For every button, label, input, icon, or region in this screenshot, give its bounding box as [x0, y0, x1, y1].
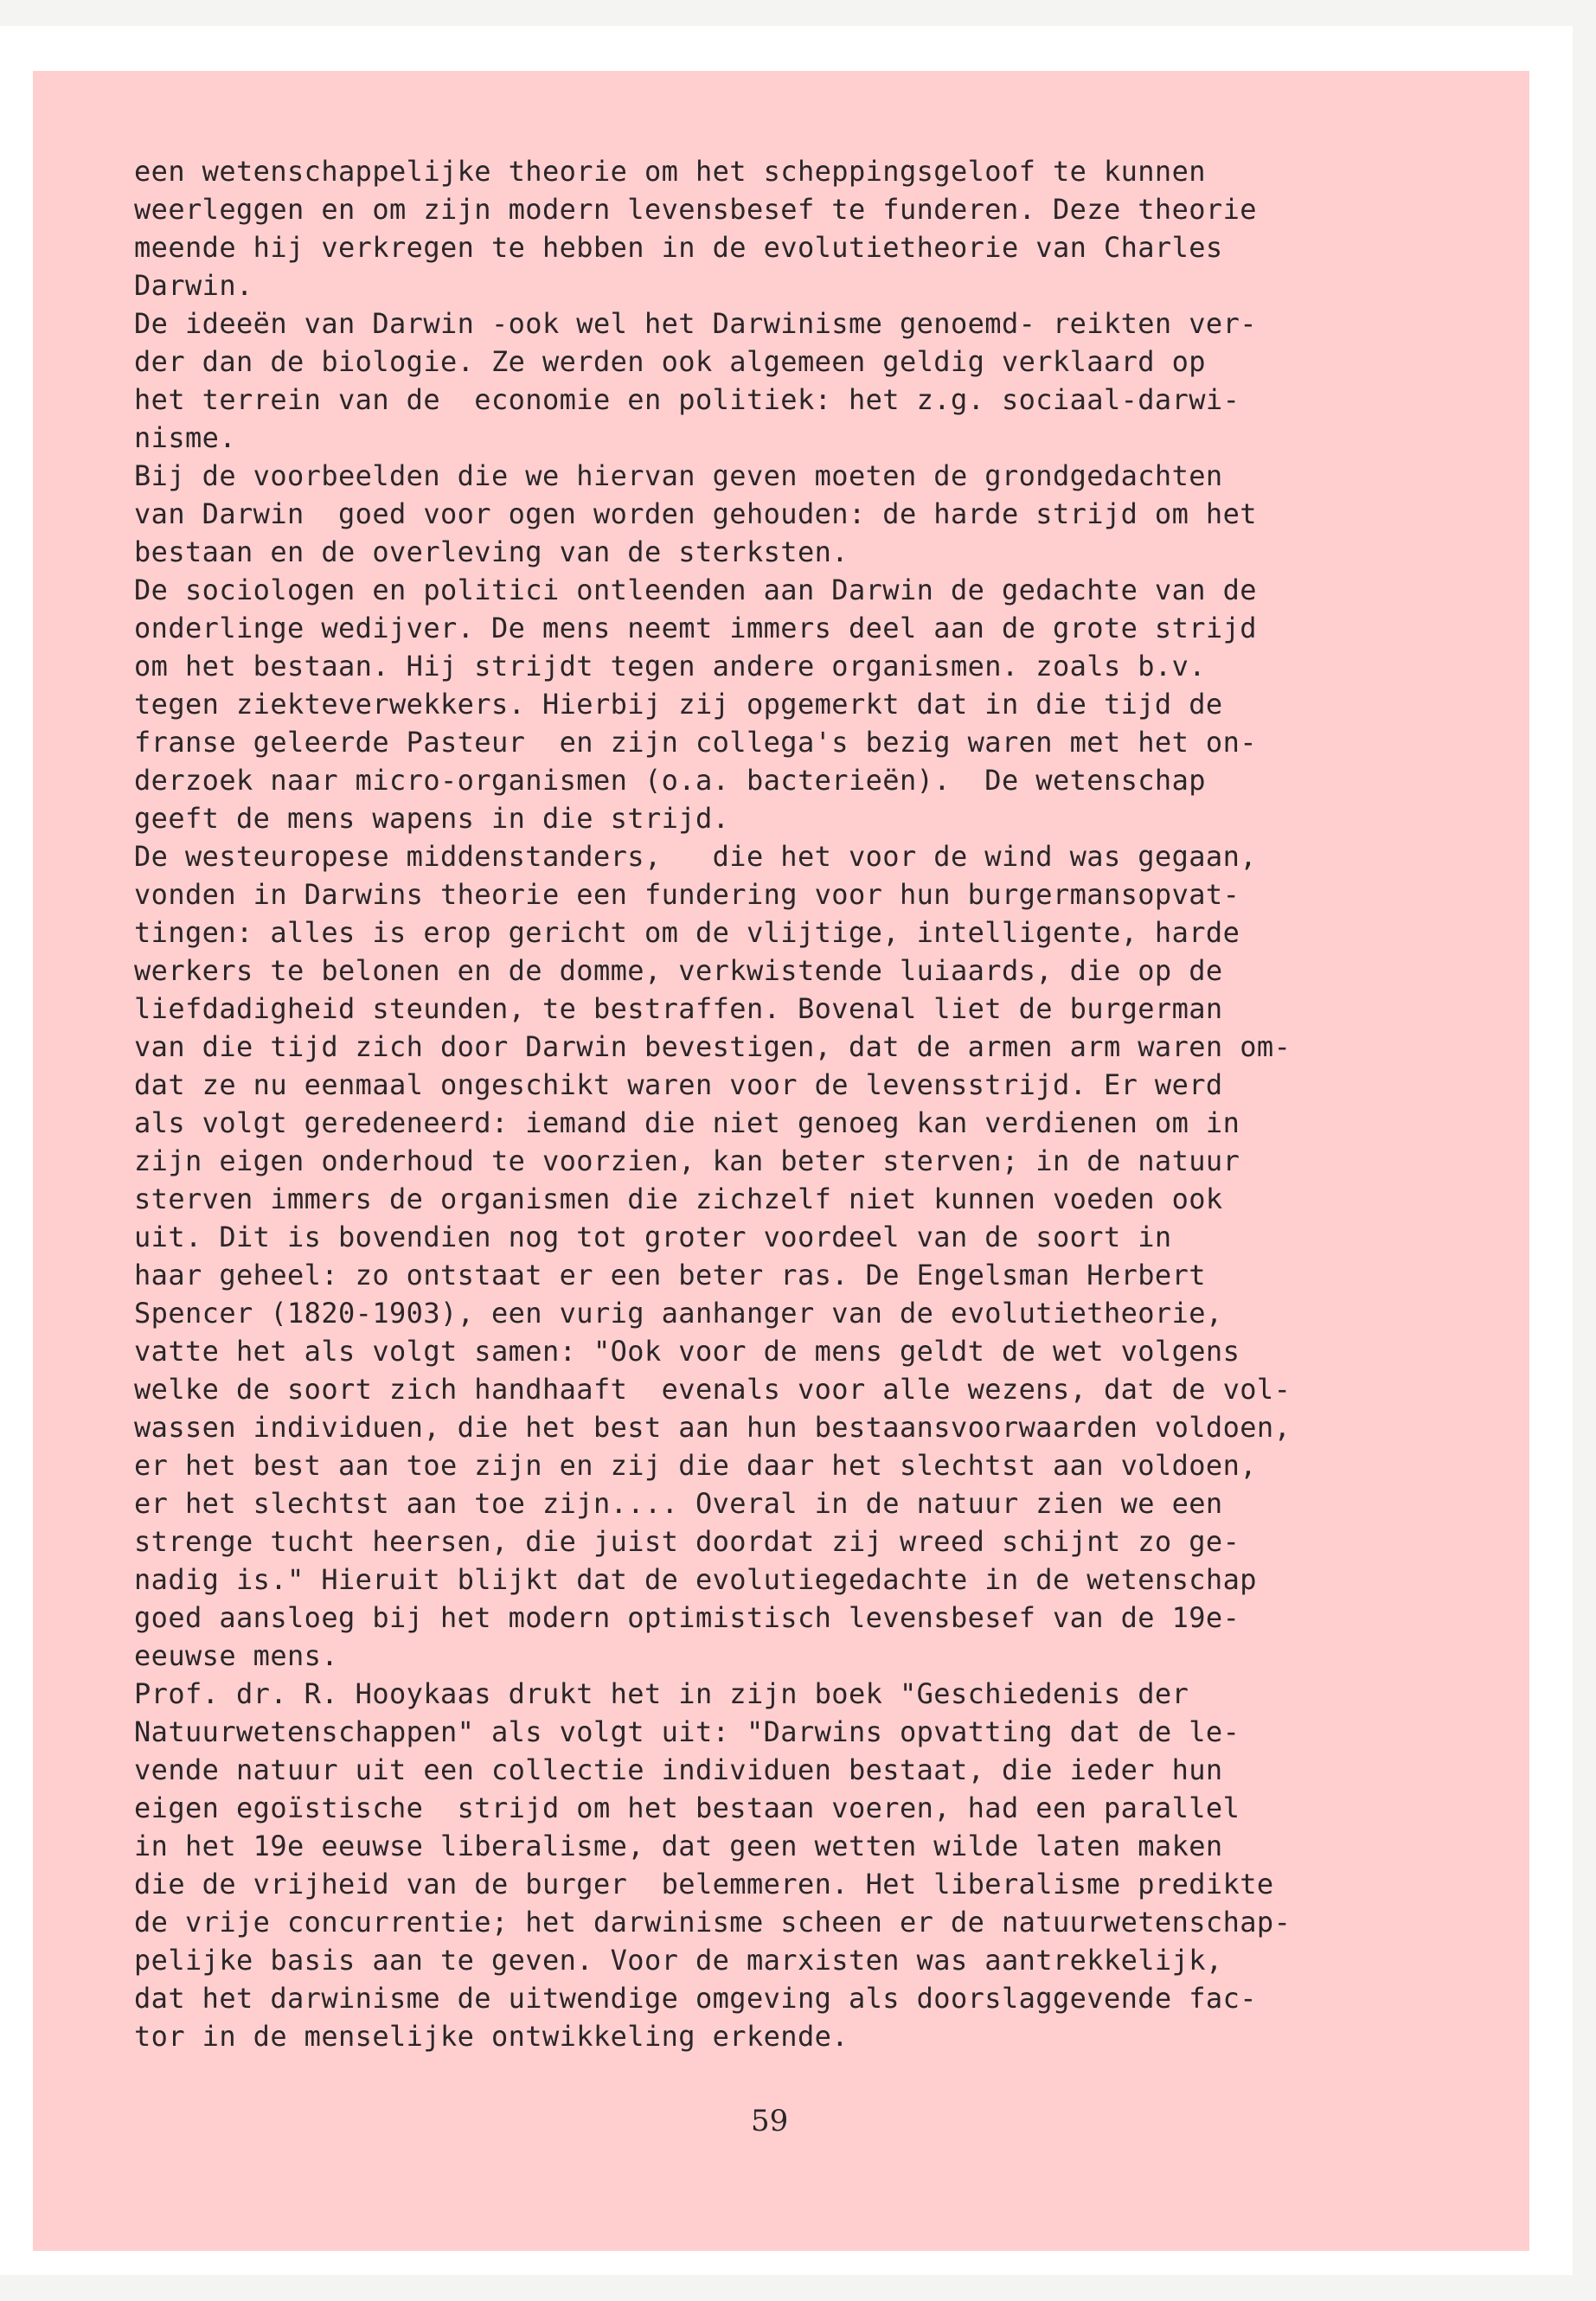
- text-line: tor in de menselijke ontwikkeling erkende.: [134, 2020, 849, 2053]
- text-line: De sociologen en politici ontleenden aan Darwin de gedachte van de: [134, 574, 1257, 606]
- text-line: er het best aan toe zijn en zij die daar het slechtst aan voldoen,: [134, 1449, 1257, 1482]
- page-number: 59: [751, 2104, 789, 2138]
- text-line: der dan de biologie. Ze werden ook algemeen geldig verklaard op: [134, 345, 1206, 378]
- text-line: tingen: alles is erop gericht om de vlijtige, intelligente, harde: [134, 916, 1240, 949]
- text-line: Natuurwetenschappen" als volgt uit: "Darwins opvatting dat de le-: [134, 1715, 1240, 1748]
- text-line: wassen individuen, die het best aan hun bestaansvoorwaarden voldoen,: [134, 1411, 1292, 1444]
- text-line: strenge tucht heersen, die juist doordat zij wreed schijnt zo ge-: [134, 1525, 1240, 1558]
- text-line: dat ze nu eenmaal ongeschikt waren voor de levensstrijd. Er werd: [134, 1068, 1223, 1101]
- text-line: liefdadigheid steunden, te bestraffen. Bovenal liet de burgerman: [134, 992, 1223, 1025]
- text-line: sterven immers de organismen die zichzelf niet kunnen voeden ook: [134, 1183, 1223, 1215]
- text-line: vende natuur uit een collectie individuen bestaat, die ieder hun: [134, 1753, 1223, 1786]
- text-line: van Darwin goed voor ogen worden gehouden: de harde strijd om het: [134, 497, 1257, 530]
- text-line: geeft de mens wapens in die strijd.: [134, 802, 730, 835]
- text-line: weerleggen en om zijn modern levensbesef te funderen. Deze theorie: [134, 193, 1257, 226]
- text-line: derzoek naar micro-organismen (o.a. bacterieën). De wetenschap: [134, 764, 1206, 797]
- text-line: om het bestaan. Hij strijdt tegen andere organismen. zoals b.v.: [134, 650, 1206, 683]
- text-line: er het slechtst aan toe zijn.... Overal in de natuur zien we een: [134, 1487, 1223, 1520]
- text-line: vatte het als volgt samen: "Ook voor de mens geldt de wet volgens: [134, 1335, 1240, 1368]
- text-line: pelijke basis aan te geven. Voor de marxisten was aantrekkelijk,: [134, 1944, 1223, 1977]
- text-line: het terrein van de economie en politiek: het z.g. sociaal-darwi-: [134, 383, 1240, 416]
- text-line: welke de soort zich handhaaft evenals voor alle wezens, dat de vol-: [134, 1373, 1292, 1406]
- text-line: in het 19e eeuwse liberalisme, dat geen wetten wilde laten maken: [134, 1830, 1223, 1862]
- text-line: eigen egoïstische strijd om het bestaan voeren, had een parallel: [134, 1791, 1240, 1824]
- text-line: Prof. dr. R. Hooykaas drukt het in zijn boek "Geschiedenis der: [134, 1677, 1189, 1710]
- text-line: haar geheel: zo ontstaat er een beter ras. De Engelsman Herbert: [134, 1259, 1206, 1292]
- text-line: zijn eigen onderhoud te voorzien, kan beter sterven; in de natuur: [134, 1144, 1240, 1177]
- text-line: tegen ziekteverwekkers. Hierbij zij opgemerkt dat in die tijd de: [134, 688, 1223, 721]
- text-line: De ideeën van Darwin -ook wel het Darwinisme genoemd- reikten ver-: [134, 307, 1257, 340]
- text-line: onderlinge wedijver. De mens neemt immers deel aan de grote strijd: [134, 612, 1257, 644]
- text-line: meende hij verkregen te hebben in de evolutietheorie van Charles: [134, 231, 1223, 264]
- text-line: vonden in Darwins theorie een fundering voor hun burgermansopvat-: [134, 878, 1240, 911]
- text-line: de vrije concurrentie; het darwinisme scheen er de natuurwetenschap-: [134, 1906, 1292, 1939]
- text-line: Spencer (1820-1903), een vurig aanhanger van de evolutietheorie,: [134, 1297, 1223, 1330]
- text-line: als volgt geredeneerd: iemand die niet genoeg kan verdienen om in: [134, 1106, 1240, 1139]
- text-line: goed aansloeg bij het modern optimistisch levensbesef van de 19e-: [134, 1601, 1240, 1634]
- text-line: Darwin.: [134, 269, 253, 302]
- text-line: werkers te belonen en de domme, verkwistende luiaards, die op de: [134, 954, 1223, 987]
- text-line: die de vrijheid van de burger belemmeren. Het liberalisme predikte: [134, 1868, 1274, 1900]
- body-text: [134, 152, 1518, 2055]
- text-line: Bij de voorbeelden die we hiervan geven moeten de grondgedachten: [134, 459, 1223, 492]
- text-line: franse geleerde Pasteur en zijn collega's bezig waren met het on-: [134, 726, 1257, 759]
- text-line: nisme.: [134, 421, 236, 454]
- text-line: nadig is." Hieruit blijkt dat de evolutiegedachte in de wetenschap: [134, 1563, 1257, 1596]
- text-line: een wetenschappelijke theorie om het scheppingsgeloof te kunnen: [134, 155, 1206, 188]
- text-line: eeuwse mens.: [134, 1639, 338, 1672]
- text-line: bestaan en de overleving van de sterksten.: [134, 535, 849, 568]
- text-line: van die tijd zich door Darwin bevestigen, dat de armen arm waren om-: [134, 1030, 1292, 1063]
- text-line: De westeuropese middenstanders, die het voor de wind was gegaan,: [134, 840, 1257, 873]
- text-line: dat het darwinisme de uitwendige omgeving als doorslaggevende fac-: [134, 1982, 1257, 2015]
- text-line: uit. Dit is bovendien nog tot groter voordeel van de soort in: [134, 1221, 1172, 1253]
